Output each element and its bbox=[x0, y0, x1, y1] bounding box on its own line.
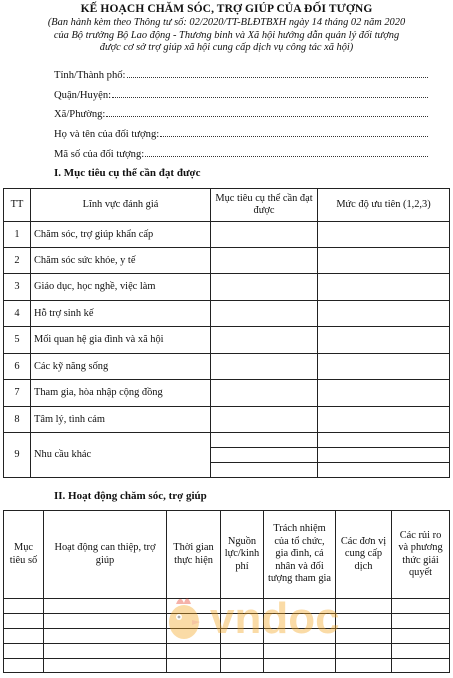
goal-cell[interactable] bbox=[211, 274, 318, 301]
priority-cell[interactable] bbox=[318, 301, 450, 327]
goal-cell[interactable] bbox=[211, 433, 318, 448]
col-header-area: Lĩnh vực đánh giá bbox=[31, 189, 211, 222]
goal-cell[interactable] bbox=[211, 327, 318, 354]
table-row: 7 Tham gia, hòa nhập cộng đồng bbox=[4, 380, 450, 407]
priority-cell[interactable] bbox=[318, 407, 450, 433]
col-header-providers: Các đơn vị cung cấp dịch bbox=[336, 511, 392, 599]
table-row bbox=[4, 644, 450, 659]
col-header-activity: Hoạt động can thiệp, trợ giúp bbox=[44, 511, 167, 599]
table-row: 4 Hỗ trợ sinh kế bbox=[4, 301, 450, 327]
col-header-tt: TT bbox=[4, 189, 31, 222]
priority-cell[interactable] bbox=[318, 274, 450, 301]
section2-heading: II. Hoạt động chăm sóc, trợ giúp bbox=[54, 490, 207, 502]
table-row bbox=[4, 659, 450, 673]
goal-cell[interactable] bbox=[211, 463, 318, 478]
col-header-responsibility: Trách nhiệm của tổ chức, gia đình, cá nhân và đối tượng tham gia bbox=[264, 511, 336, 599]
field-subject-name[interactable]: Họ và tên của đối tượng: bbox=[54, 127, 428, 141]
priority-cell[interactable] bbox=[318, 327, 450, 354]
goal-cell[interactable] bbox=[211, 380, 318, 407]
table-row bbox=[4, 614, 450, 629]
table-row: 5 Mối quan hệ gia đình và xã hội bbox=[4, 327, 450, 354]
col-header-priority: Mức độ ưu tiên (1,2,3) bbox=[318, 189, 450, 222]
goal-cell[interactable] bbox=[211, 448, 318, 463]
priority-cell[interactable] bbox=[318, 463, 450, 478]
field-district[interactable]: Quận/Huyện: bbox=[54, 88, 428, 102]
activities-table bbox=[3, 510, 450, 673]
col-header-goal: Mục tiêu cụ thể cần đạt được bbox=[211, 189, 318, 222]
table-row: 6 Các kỹ năng sống bbox=[4, 354, 450, 380]
section1-heading: I. Mục tiêu cụ thể cần đạt được bbox=[54, 167, 201, 179]
priority-cell[interactable] bbox=[318, 448, 450, 463]
priority-cell[interactable] bbox=[318, 222, 450, 248]
priority-cell[interactable] bbox=[318, 433, 450, 448]
field-ward[interactable]: Xã/Phường: bbox=[54, 107, 428, 121]
goal-cell[interactable] bbox=[211, 248, 318, 274]
page-title: KẾ HOẠCH CHĂM SÓC, TRỢ GIÚP CỦA ĐỐI TƯỢNG bbox=[80, 3, 373, 15]
table-row bbox=[4, 629, 450, 644]
goals-table bbox=[3, 188, 450, 478]
watermark-text: vndoc bbox=[210, 594, 340, 643]
table-row: 9 Nhu cầu khác bbox=[4, 433, 450, 448]
field-province[interactable]: Tỉnh/Thành phố: bbox=[54, 68, 428, 82]
goals-table-header bbox=[4, 189, 450, 222]
col-header-resources: Nguồn lực/kinh phí bbox=[221, 511, 264, 599]
goal-cell[interactable] bbox=[211, 354, 318, 380]
col-header-risks: Các rủi ro và phương thức giải quyết bbox=[392, 511, 450, 599]
col-header-time: Thời gian thực hiện bbox=[167, 511, 221, 599]
table-row: 1 Chăm sóc, trợ giúp khẩn cấp bbox=[4, 222, 450, 248]
col-header-goal-no: Mục tiêu số bbox=[4, 511, 44, 599]
table-row: 8 Tâm lý, tình cảm bbox=[4, 407, 450, 433]
goal-cell[interactable] bbox=[211, 407, 318, 433]
table-row: 3 Giáo dục, học nghề, việc làm bbox=[4, 274, 450, 301]
table-row: 2 Chăm sóc sức khỏe, y tế bbox=[4, 248, 450, 274]
goal-cell[interactable] bbox=[211, 222, 318, 248]
activities-table-header bbox=[4, 511, 450, 599]
goal-cell[interactable] bbox=[211, 301, 318, 327]
priority-cell[interactable] bbox=[318, 248, 450, 274]
field-subject-code[interactable]: Mã số của đối tượng: bbox=[54, 147, 428, 161]
table-row bbox=[4, 599, 450, 614]
page-subtitle: (Ban hành kèm theo Thông tư số: 02/2020/TT-BLĐTBXH ngày 14 tháng 02 năm 2020 của Bộ trưởng Bộ Lao động - Thương binh và Xã hội hướng dẫn quản lý đối tượng được cơ sở trợ giúp xã hội cung cấp dịch vụ công tác xã hội) bbox=[47, 17, 406, 53]
priority-cell[interactable] bbox=[318, 380, 450, 407]
priority-cell[interactable] bbox=[318, 354, 450, 380]
